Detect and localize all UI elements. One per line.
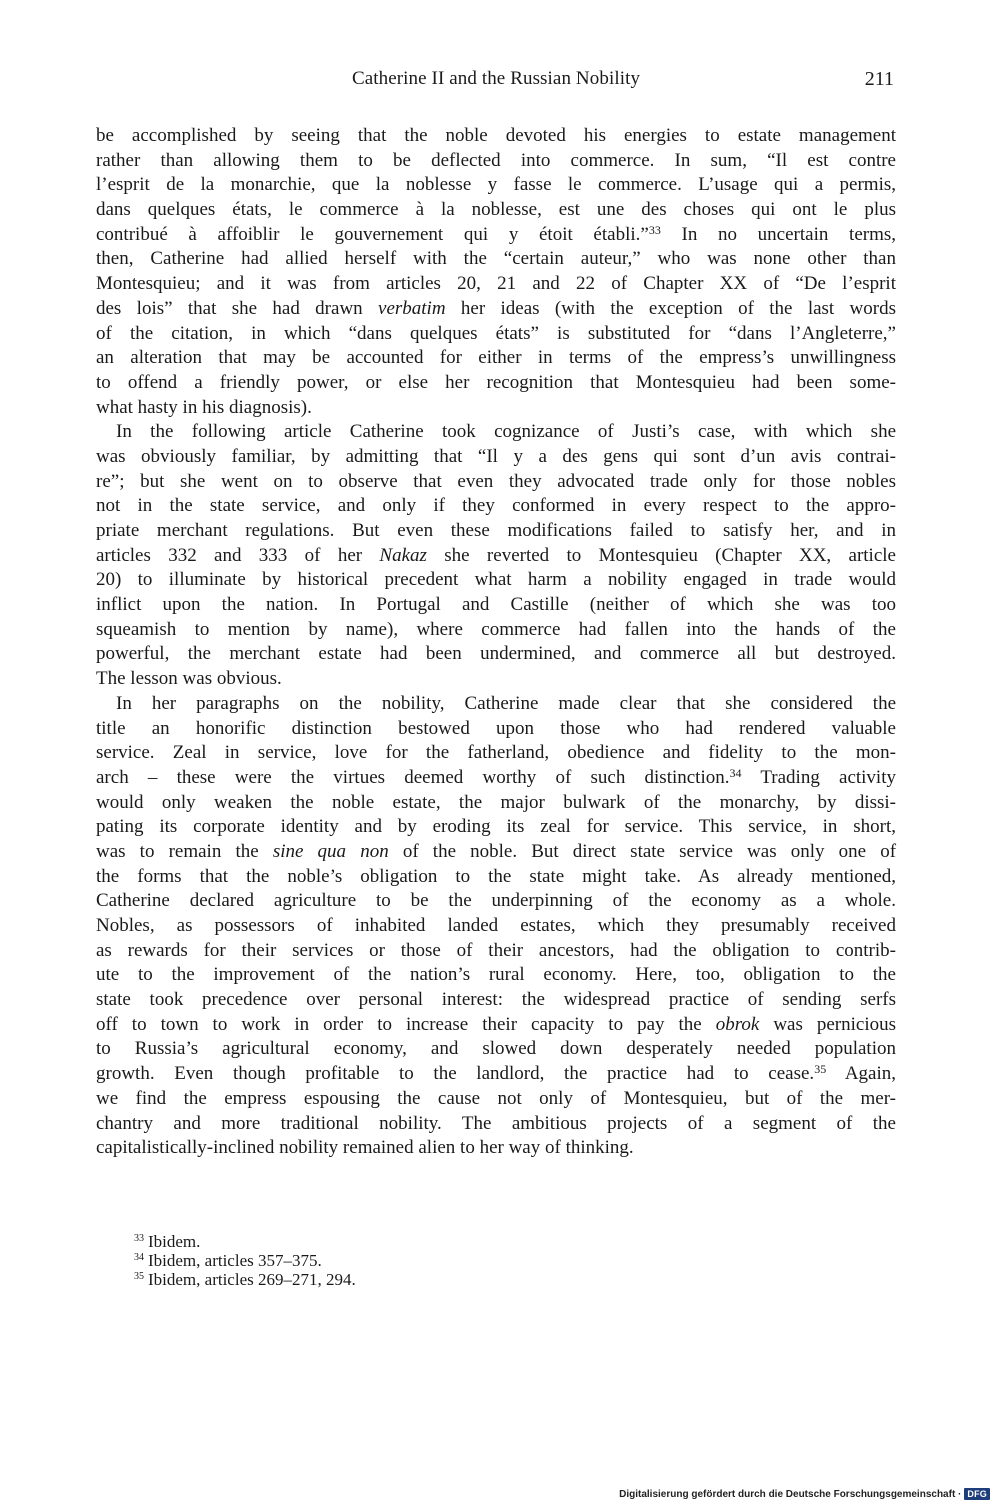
footnote-text: Ibidem. <box>148 1232 201 1251</box>
text-line: arch – these were the virtues deemed worthy of such distinction.$^{34}$ Trading activity <box>96 765 896 788</box>
text-line: state took precedence over personal interest: the widespread practice of sending serfs <box>96 989 896 1011</box>
footnote-ref: 34 <box>729 765 742 780</box>
text-line: The lesson was obvious. <box>96 668 282 690</box>
text-line: off to town to work in order to increase their capacity to pay the obrok was pernicious <box>96 1013 897 1035</box>
text-line: an alteration that may be accounted for either in terms of the empress’s unwillingness <box>96 347 896 369</box>
text-line: growth. Even though profitable to the landlord, the practice had to cease.$^{35}$ Again, <box>96 1062 896 1085</box>
text-line: Nobles, as possessors of inhabited landed estates, which they presumably received <box>96 915 896 936</box>
text-line: contribué à affoiblir le gouvernement qui y étoit établi.”$^{33}$ In no uncertain terms, <box>96 222 896 245</box>
running-head <box>96 68 896 98</box>
text-line: chantry and more traditional nobility. The ambitious projects of a segment of the <box>96 1112 896 1134</box>
text-line: capitalistically-inclined nobility remained alien to her way of thinking. <box>96 1137 634 1159</box>
page-number: 211 <box>864 68 894 90</box>
text-line: be accomplished by seeing that the noble devoted his energies to estate management <box>96 125 896 146</box>
text-line: powerful, the merchant estate had been undermined, and commerce all but destroyed. <box>96 643 896 665</box>
footnote-text: Ibidem, articles 357–375. <box>148 1251 322 1270</box>
text-line: In her paragraphs on the nobility, Catherine made clear that she considered the <box>116 692 896 714</box>
italic-term: obrok <box>715 1013 760 1035</box>
footnote-text: Ibidem, articles 269–271, 294. <box>148 1270 356 1289</box>
running-title: Catherine II and the Russian Nobility <box>351 68 641 89</box>
text-line: squeamish to mention by name), where commerce had fallen into the hands of the <box>96 618 896 640</box>
text-line: was to remain the sine qua non of the noble. But direct state service was only one of <box>96 840 897 862</box>
text-line: as rewards for their services or those of their ancestors, had the obligation to contrib- <box>96 939 896 961</box>
text-line: to offend a friendly power, or else her recognition that Montesquieu had been some- <box>96 371 896 393</box>
text-line: ute to the improvement of the nation’s rural economy. Here, too, obligation to the <box>96 964 896 986</box>
text-line: the forms that the noble’s obligation to the state might take. As already mentioned, <box>96 865 896 887</box>
text-line: re”; but she went on to observe that even they advocated trade only for those nobles <box>96 470 896 492</box>
text-line: of the citation, in which “dans quelques états” is substituted for “dans l’Angleterre,” <box>96 322 896 344</box>
italic-term: verbatim <box>378 297 446 319</box>
text-line: to Russia’s agricultural economy, and slowed down desperately needed population <box>96 1038 896 1060</box>
text-line: would only weaken the noble estate, the major bulwark of the monarchy, by dissi- <box>96 791 896 813</box>
footnote-ref: 35 <box>814 1062 827 1077</box>
footnote-ref: 33 <box>648 222 661 237</box>
text-line: priate merchant regulations. But even these modifications failed to satisfy her, and in <box>96 520 896 541</box>
footnote <box>134 1270 634 1289</box>
footnote <box>134 1251 634 1270</box>
dfg-logo-icon: DFG <box>964 1488 990 1500</box>
text-line: rather than allowing them to be deflected into commerce. In sum, “Il est contre <box>96 149 896 171</box>
text-line: des lois” that she had drawn verbatim her ideas (with the exception of the last words <box>96 297 896 319</box>
text-line: pating its corporate identity and by eroding its zeal for service. This service, in short, <box>96 816 896 838</box>
footnote-number: 34 <box>134 1252 144 1263</box>
italic-term: Nakaz <box>379 544 427 566</box>
text-line: what hasty in his diagnosis). <box>96 396 312 418</box>
text-line: then, Catherine had allied herself with the “certain auteur,” who was none other than <box>96 248 896 270</box>
text-line: l’esprit de la monarchie, que la noblesse y fasse le commerce. L’usage qui a permis, <box>96 174 896 196</box>
text-line: we find the empress espousing the cause not only of Montesquieu, but of the mer- <box>96 1087 896 1109</box>
text-line: 20) to illuminate by historical precedent what harm a nobility engaged in trade would <box>96 569 896 591</box>
text-line: Catherine declared agriculture to be the underpinning of the economy as a whole. <box>96 890 896 912</box>
text-line: dans quelques états, le commerce à la noblesse, est une des choses qui ont le plus <box>96 199 896 221</box>
footnotes <box>134 1232 634 1289</box>
text-line: Montesquieu; and it was from articles 20, 21 and 22 of Chapter XX of “De l’esprit <box>96 273 896 295</box>
text-line: service. Zeal in service, love for the fatherland, obedience and fidelity to the mon- <box>96 742 896 764</box>
footnote <box>134 1232 634 1251</box>
footnote-number: 33 <box>134 1233 144 1244</box>
text-line: not in the state service, and only if they conformed in every respect to the appro- <box>96 495 896 517</box>
text-line: was obviously familiar, by admitting that “Il y a des gens qui sont d’un avis contrai- <box>96 445 896 467</box>
text-line: title an honorific distinction bestowed upon those who had rendered valuable <box>96 717 896 739</box>
body-text <box>96 124 896 1161</box>
italic-term: sine qua non <box>272 840 389 862</box>
scan-credit-text: Digitalisierung gefördert durch die Deutsche Forschungsgemeinschaft · <box>619 1488 962 1500</box>
text-line: articles 332 and 333 of her Nakaz she reverted to Montesquieu (Chapter XX, article <box>96 544 896 566</box>
scan-credit <box>619 1488 990 1500</box>
text-line: inflict upon the nation. In Portugal and Castille (neither of which she was too <box>96 594 896 616</box>
text-line: In the following article Catherine took cognizance of Justi’s case, with which she <box>116 421 896 443</box>
footnote-number: 35 <box>134 1271 144 1282</box>
